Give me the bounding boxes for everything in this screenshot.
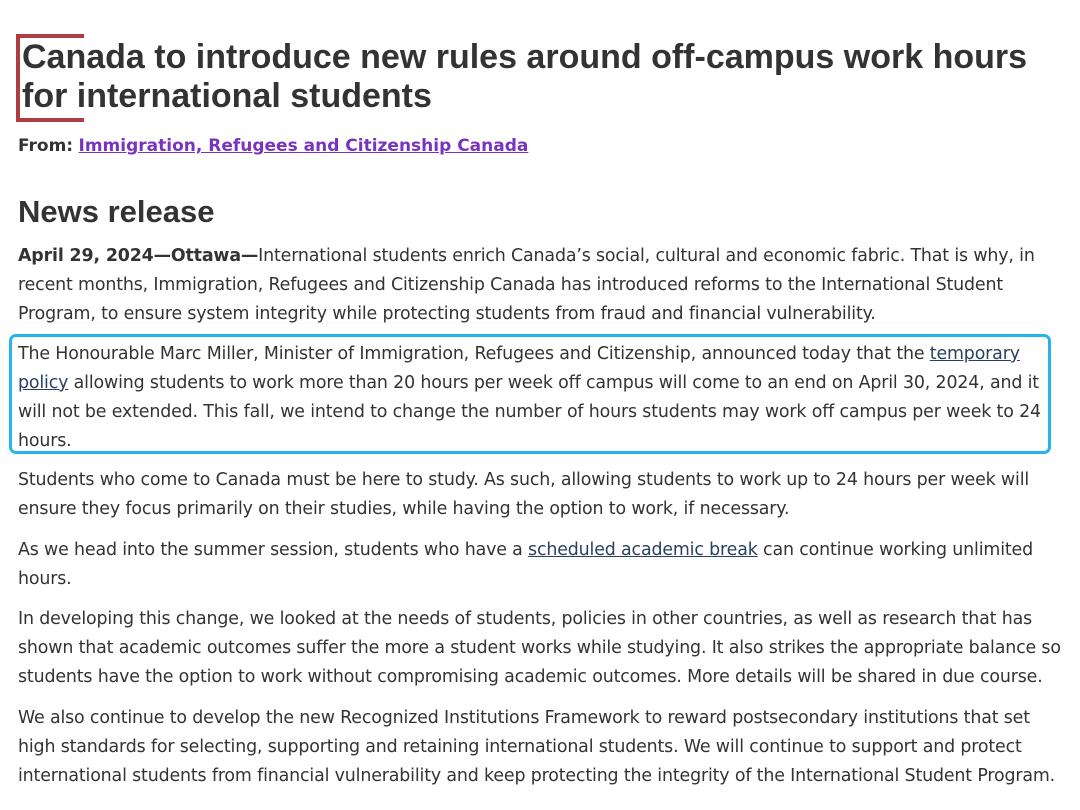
page-title: Canada to introduce new rules around off-campus work hours for international students <box>22 38 1028 115</box>
temporary-policy-link[interactable]: temporary policy <box>18 344 1020 393</box>
paragraph-intro-text: International students enrich Canada’s social, cultural and economic fabric. That is why, in recent months, Immigration, Refugees and Citizenship Canada has introduced reforms to the International Student Program, to ensure system integrity while protecting students from fraud and financial vulnerability. <box>18 246 1035 324</box>
section-heading: News release <box>18 194 215 229</box>
paragraph-intro <box>18 242 1068 329</box>
from-line <box>18 134 528 158</box>
scheduled-academic-break-link[interactable]: scheduled academic break <box>528 540 758 560</box>
from-label: From: <box>18 136 74 156</box>
paragraph-framework: We also continue to develop the new Recognized Institutions Framework to reward postsecondary institutions that set high standards for selecting, supporting and retaining international students. We will continue to support and protect international students from financial vulnerability and keep protecting the integrity of the International Student Program. <box>18 708 1056 786</box>
paragraph-summer-text-1: As we head into the summer session, students who have a <box>18 540 529 560</box>
paragraph-announcement <box>18 340 1068 456</box>
paragraph-study-focus: Students who come to Canada must be here to study. As such, allowing students to work up to 24 hours per week will ensure they focus primarily on their studies, while having the option to work, if necessary. <box>18 470 1030 519</box>
department-link[interactable]: Immigration, Refugees and Citizenship Canada <box>78 136 529 156</box>
paragraph-research: In developing this change, we looked at the needs of students, policies in other countries, as well as research that has shown that academic outcomes suffer the more a student works while studying. It also strikes the appropriate balance so students have the option to work without compromising academic outcomes. More details will be shared in due course. <box>18 609 1061 687</box>
paragraph-summer-session <box>18 536 1068 594</box>
paragraph-announcement-text-1: The Honourable Marc Miller, Minister of Immigration, Refugees and Citizenship, announced today that the <box>18 344 930 364</box>
paragraph-announcement-text-2: allowing students to work more than 20 hours per week off campus will come to an end on April 30, 2024, and it will not be extended. This fall, we intend to change the number of hours students may work off campus per week to 24 hours. <box>18 373 1041 451</box>
dateline: April 29, 2024—Ottawa— <box>18 246 259 266</box>
title-block <box>16 34 1066 116</box>
paragraph-summer-text-2: can continue working unlimited hours. <box>18 540 1033 589</box>
